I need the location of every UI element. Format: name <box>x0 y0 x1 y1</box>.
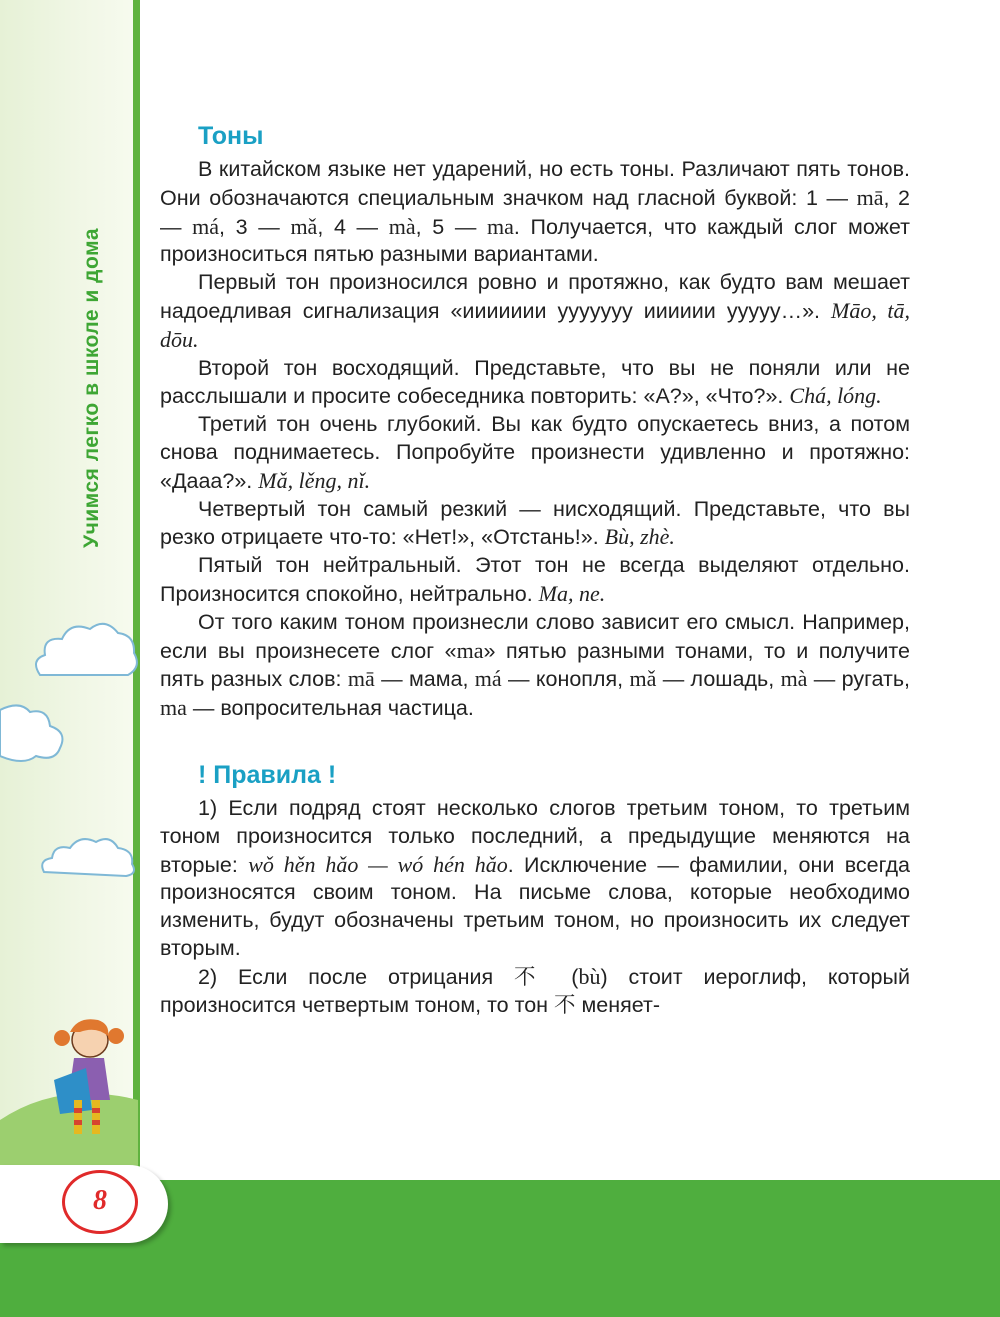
pinyin-examples: Māo, tā, dōu. <box>160 297 910 352</box>
cloud-icon <box>38 830 138 880</box>
pinyin: mà <box>388 213 416 239</box>
text: От того каким тоном произнесли слово зависит его смысл. Например, если вы произнесете слог « <box>160 609 910 663</box>
rule-item <box>160 795 910 963</box>
pinyin-examples: Chá, lóng. <box>789 383 882 409</box>
pinyin: mǎ <box>629 666 657 692</box>
rule-item <box>160 963 910 1020</box>
pinyin-examples: Bù, zhè. <box>604 524 675 550</box>
text: — конопля, <box>501 667 630 692</box>
cloud-icon <box>30 615 140 690</box>
text: , 3 — <box>219 214 291 239</box>
pinyin-examples: wǒ hěn hǎo — wó hén hǎo <box>248 851 508 877</box>
pinyin: ma <box>456 637 484 663</box>
pinyin-examples: Ma, ne. <box>538 580 606 606</box>
text: Второй тон восходящий. Представьте, что вы не поняли или не расслышали и просите собеседника повторить: «А?», «Что?». <box>160 355 910 409</box>
paragraph <box>160 156 910 269</box>
text: — ругать, <box>807 667 910 692</box>
paragraph <box>160 355 910 412</box>
paragraph <box>160 269 910 354</box>
text: , 2 — <box>160 185 910 239</box>
paragraph <box>160 411 910 495</box>
sidebar-border <box>133 0 140 1180</box>
text: , 4 — <box>317 214 389 239</box>
section-heading-tones: Тоны <box>198 122 264 150</box>
text: — вопросительная частица. <box>186 696 474 721</box>
page-number: 8 <box>62 1170 138 1234</box>
text: , 5 — <box>415 214 487 239</box>
text: Четвертый тон самый резкий — нисходящий. Представьте, что вы резко отрицаете что-то: «Нет!», «Отстань!». <box>160 496 910 550</box>
text: меняет- <box>575 992 661 1017</box>
text: Третий тон очень глубокий. Вы как будто опускаетесь вниз, а потом снова поднимаетесь. Попробуйте произнести удивленно и протяжно: «Дааа?». <box>160 412 910 493</box>
text: — лошадь, <box>656 667 781 692</box>
pinyin: ma <box>487 213 514 239</box>
text: 1) Если подряд стоят несколько слогов третьим тоном, то третьим тоном произносится только последний, а предыдущие меняются на вторые: <box>160 795 910 877</box>
pinyin: má <box>192 213 220 239</box>
text: . Исключение — фамилии, они всегда произносятся своим тоном. На письме слова, которые необходимо изменить, будут обозначены третьим тоном, но произносить их следует вторым. <box>160 852 910 960</box>
pinyin: mā <box>856 184 884 210</box>
pinyin: ma <box>160 695 187 721</box>
sidebar-title: Учимся легко в школе и дома <box>80 228 103 548</box>
paragraph <box>160 609 910 723</box>
paragraph <box>160 552 910 609</box>
text: Первый тон произносился ровно и протяжно, как будто вам мешает надоедливая сигнализация «иииииии ууууууу ииииии ууууу…». <box>160 270 910 323</box>
pinyin: bù <box>578 963 601 989</box>
text: — мама, <box>374 667 475 692</box>
pinyin: mǎ <box>290 213 318 239</box>
main-content <box>160 120 910 1019</box>
paragraph <box>160 496 910 553</box>
text: » пятью разными тонами, то и получите пять разных слов: <box>160 638 910 692</box>
pinyin: má <box>474 666 502 692</box>
text: В китайском языке нет ударений, но есть тоны. Различают пять тонов. Они обозначаются специальным значком над гласной буквой: 1 — <box>160 157 910 210</box>
cloud-icon <box>0 690 70 770</box>
pinyin: mā <box>347 666 375 692</box>
text: Пятый тон нейтральный. Этот тон не всегда выделяют отдельно. Произносится спокойно, нейтрально. <box>160 553 910 606</box>
hanzi: 不 <box>554 992 576 1017</box>
pinyin: mà <box>780 666 808 692</box>
hanzi: 不 <box>513 964 551 989</box>
girl-illustration <box>40 1010 135 1140</box>
section-heading-rules: ! Правила ! <box>198 760 337 789</box>
pinyin-examples: Mǎ, lěng, nǐ. <box>258 467 371 493</box>
text: . Получается, что каждый слог может произноситься пятью разными вариантами. <box>160 214 911 267</box>
text: ) стоит иероглиф, который произносится четвертым тоном, то тон <box>160 964 910 1017</box>
text: 2) Если после отрицания <box>198 964 514 989</box>
text: ( <box>550 964 579 989</box>
